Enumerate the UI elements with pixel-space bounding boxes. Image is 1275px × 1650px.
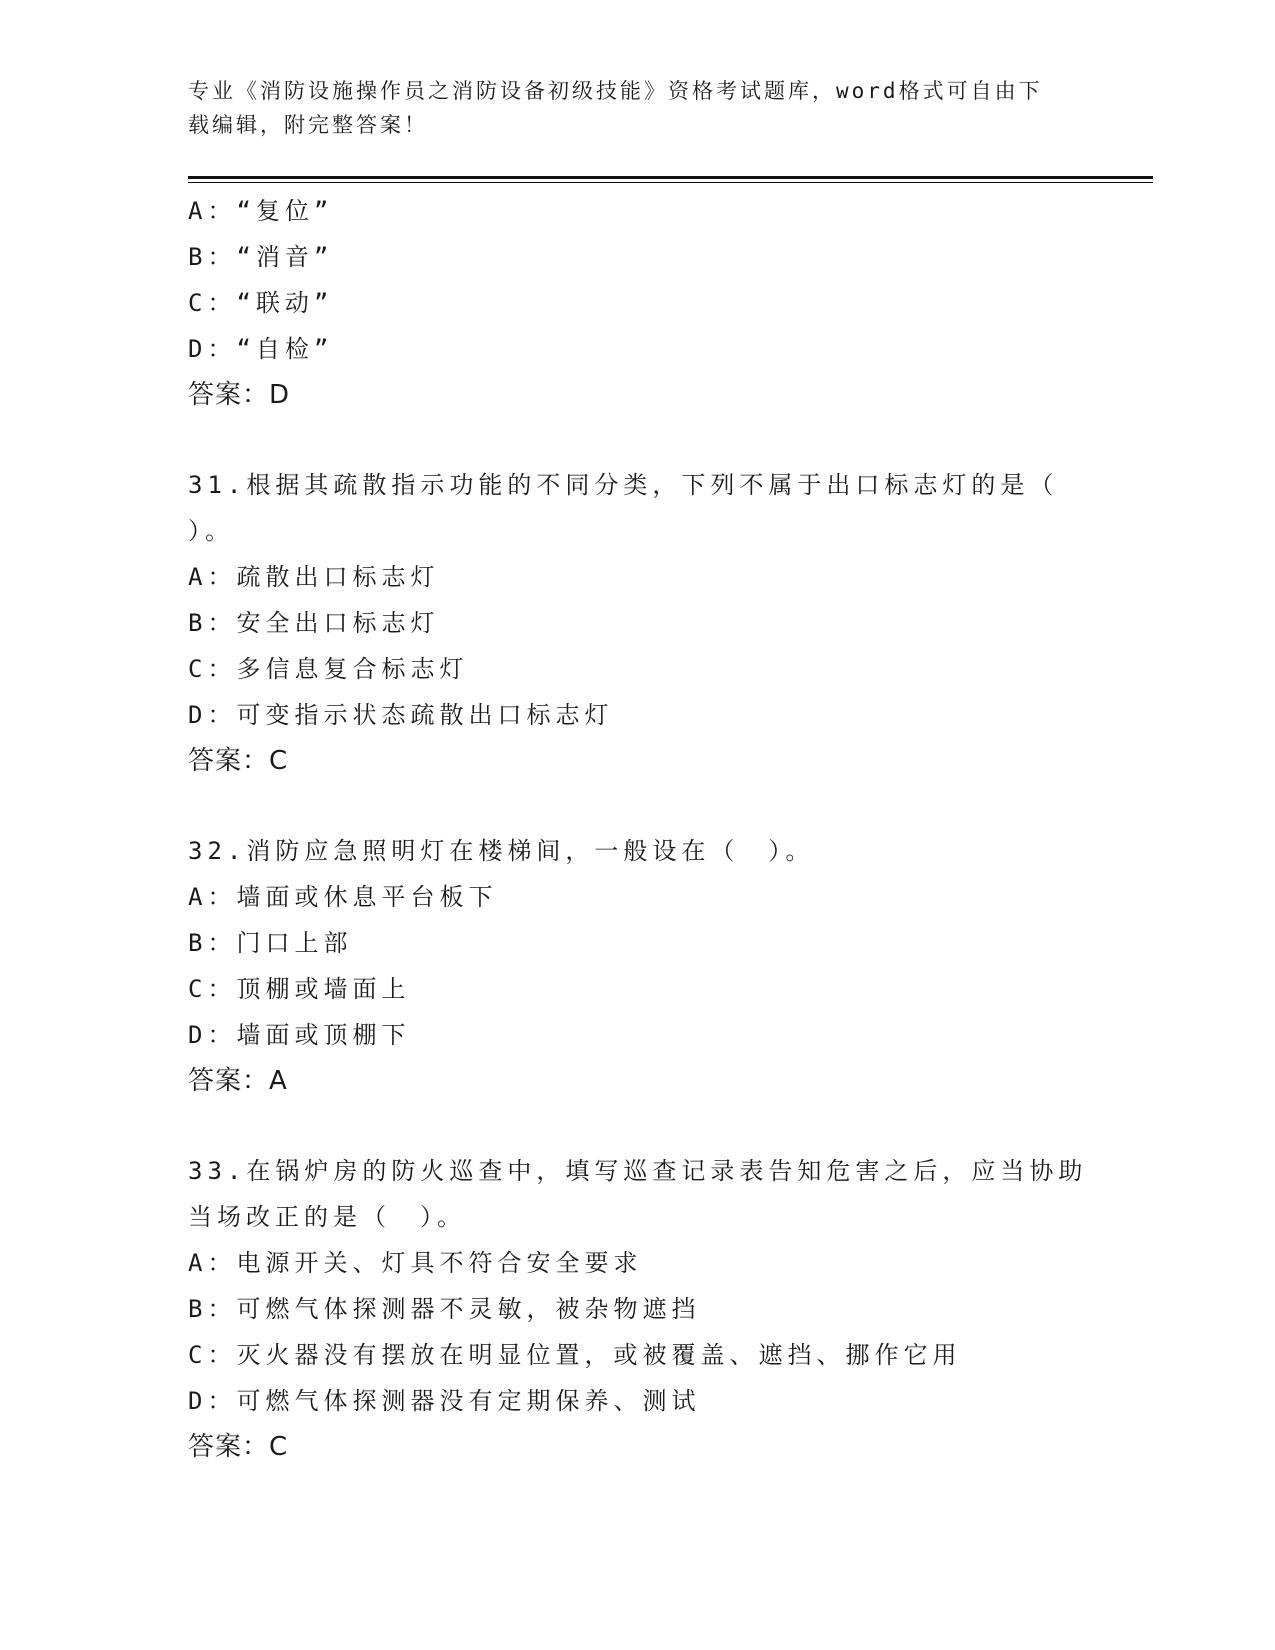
option-c: C：多信息复合标志灯 — [188, 655, 469, 683]
document-header — [188, 74, 1068, 142]
option-d: D：“自检” — [188, 335, 334, 363]
header-rule-thin — [188, 182, 1153, 183]
question-stem: 32.消防应急照明灯在楼梯间，一般设在（ ）。 — [188, 837, 815, 865]
header-rule-thick — [188, 176, 1153, 179]
question-block-33 — [188, 1148, 1148, 1470]
header-line-2: 载编辑，附完整答案！ — [188, 113, 428, 137]
option-a: A：电源开关、灯具不符合安全要求 — [188, 1249, 643, 1277]
question-block-31 — [188, 462, 1148, 784]
question-stem: 31.根据其疏散指示功能的不同分类，下列不属于出口标志灯的是（ — [188, 471, 1059, 499]
answer-line: 答案：D — [188, 380, 291, 410]
option-b: B：可燃气体探测器不灵敏，被杂物遮挡 — [188, 1295, 701, 1323]
answer-line: 答案：A — [188, 1066, 288, 1096]
question-stem: 33.在锅炉房的防火巡查中，填写巡查记录表告知危害之后，应当协助 — [188, 1157, 1088, 1185]
option-a: A：“复位” — [188, 197, 334, 225]
question-list — [188, 188, 1148, 1470]
option-d: D：墙面或顶棚下 — [188, 1021, 411, 1049]
option-d: D：可燃气体探测器没有定期保养、测试 — [188, 1387, 701, 1415]
option-d: D：可变指示状态疏散出口标志灯 — [188, 701, 614, 729]
question-stem-continued: ）。 — [188, 517, 234, 545]
option-b: B：安全出口标志灯 — [188, 609, 440, 637]
answer-line: 答案：C — [188, 1432, 289, 1462]
option-c: C：顶棚或墙面上 — [188, 975, 411, 1003]
header-line-1: 专业《消防设施操作员之消防设备初级技能》资格考试题库，word格式可自由下 — [188, 79, 1043, 103]
option-b: B：“消音” — [188, 243, 334, 271]
option-b: B：门口上部 — [188, 929, 353, 957]
option-a: A：墙面或休息平台板下 — [188, 883, 498, 911]
question-block-30 — [188, 188, 1148, 418]
option-a: A：疏散出口标志灯 — [188, 563, 440, 591]
question-stem-continued: 当场改正的是（ ）。 — [188, 1203, 466, 1231]
option-c: C：“联动” — [188, 289, 334, 317]
answer-line: 答案：C — [188, 746, 289, 776]
question-block-32 — [188, 828, 1148, 1104]
option-c: C：灭火器没有摆放在明显位置，或被覆盖、遮挡、挪作它用 — [188, 1341, 962, 1369]
